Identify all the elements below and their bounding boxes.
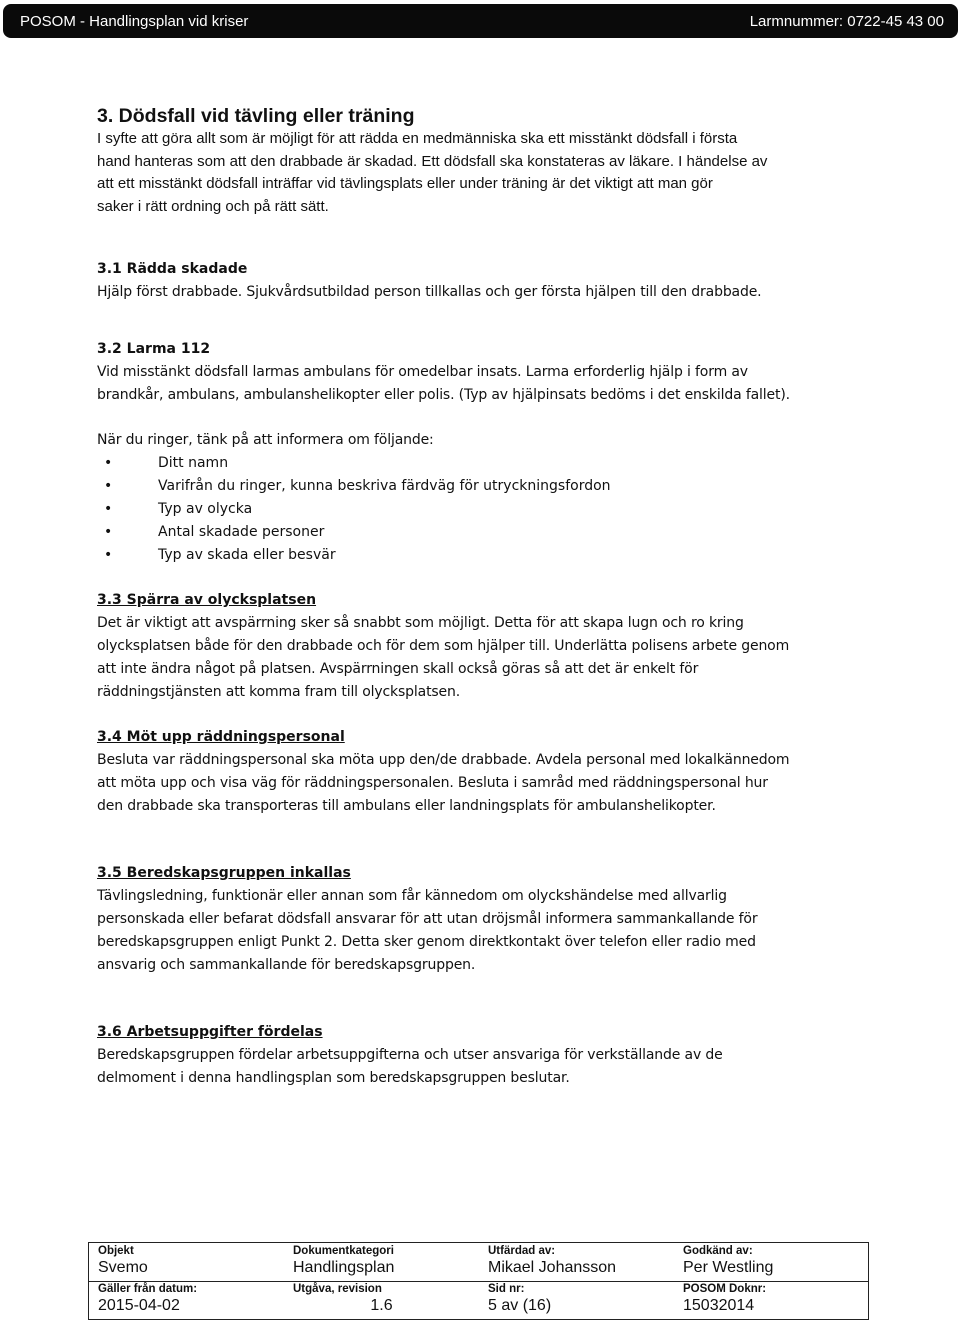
section-line: Besluta var räddningspersonal ska möta upp den/de drabbade. Avdela personal med lokalkännedom (97, 752, 790, 768)
godkand-value: Per Westling (683, 1259, 774, 1276)
call-intro: När du ringer, tänk på att informera om följande: (97, 432, 434, 448)
section-line: Beredskapsgruppen fördelar arbetsuppgifterna och utser ansvariga för verkställande av de (97, 1047, 723, 1063)
intro-line: I syfte att göra allt som är möjligt för att rädda en medmänniska ska ett misstänkt dödsfall i första (97, 130, 738, 147)
section-heading: 3.1 Rädda skadade (97, 261, 248, 277)
section-3-4 (97, 726, 887, 818)
utgava-label: Utgåva, revision (293, 1283, 382, 1295)
doknr-label: POSOM Doknr: (683, 1283, 767, 1295)
doknr-cell (674, 1281, 868, 1319)
intro-line: hand hanteras som att den drabbade är skadad. Ett dödsfall ska konstateras av läkare. I händelse av (97, 152, 768, 170)
godkand-label: Godkänd av: (683, 1245, 753, 1257)
section-3-6 (97, 1021, 887, 1090)
section-line: beredskapsgruppen enligt Punkt 2. Detta sker genom direktkontakt över telefon eller radio med (97, 934, 756, 950)
header-bar (3, 4, 958, 38)
header-phone-number: Larmnummer: 0722-45 43 00 (749, 13, 944, 30)
section-heading: 3.4 Möt upp räddningspersonal (97, 729, 345, 745)
bullet-icon: • (104, 501, 113, 517)
objekt-label: Objekt (98, 1245, 134, 1257)
list-item: • Ditt namn (97, 452, 887, 475)
section-heading: 3.6 Arbetsuppgifter fördelas (97, 1024, 323, 1040)
bullet-icon: • (104, 478, 113, 494)
utgava-cell (284, 1281, 479, 1319)
section-line: Det är viktigt att avspärrning sker så snabbt som möjligt. Detta för att skapa lugn och ro kring (97, 615, 744, 631)
section-line: delmoment i denna handlingsplan som beredskapsgruppen beslutar. (97, 1070, 570, 1086)
intro-line: att ett misstänkt dödsfall inträffar vid tävlingsplats eller under träning är det viktigt att man gör (97, 175, 713, 192)
section-3-2 (97, 338, 887, 567)
section-line: Tävlingsledning, funktionär eller annan som får kännedom om olyckshändelse med allvarlig (97, 888, 727, 904)
section-heading: 3.2 Larma 112 (97, 341, 211, 357)
section-line: att möta upp och visa väg för räddningspersonalen. Besluta i samråd med räddningspersonal hur (97, 775, 768, 791)
section-heading: 3.3 Spärra av olycksplatsen (97, 592, 317, 608)
document-content (97, 104, 887, 1090)
section-3-5 (97, 862, 887, 977)
galler-cell (89, 1281, 284, 1319)
section-3-3 (97, 589, 887, 704)
header-title: POSOM - Handlingsplan vid kriser (20, 13, 249, 30)
utfardad-label: Utfärdad av: (488, 1245, 556, 1257)
document-info-table (88, 1242, 869, 1320)
bullet-icon: • (104, 455, 113, 471)
section-line: Vid misstänkt dödsfall larmas ambulans för omedelbar insats. Larma erforderlig hjälp i form av (97, 364, 748, 380)
sid-value: 5 av (16) (488, 1297, 552, 1314)
sid-cell (479, 1281, 674, 1319)
section-line: räddningstjänsten att komma fram till olycksplatsen. (97, 684, 461, 700)
galler-value: 2015-04-02 (98, 1297, 180, 1314)
section-line: brandkår, ambulans, ambulanshelikopter eller polis. (Typ av hjälpinsats bedöms i det enskilda fallet). (97, 387, 790, 403)
galler-label: Gäller från datum: (98, 1283, 198, 1295)
doknr-value: 15032014 (683, 1297, 755, 1314)
godkand-cell (674, 1243, 868, 1281)
dokumentkategori-cell (284, 1243, 479, 1281)
list-item: • Antal skadade personer (97, 521, 887, 544)
sid-label: Sid nr: (488, 1283, 525, 1295)
call-info-list (97, 452, 887, 567)
section-3-1 (97, 258, 887, 304)
intro-line: saker i rätt ordning och på rätt sätt. (97, 197, 329, 215)
utgava-value: 1.6 (370, 1297, 393, 1314)
objekt-cell (89, 1243, 284, 1281)
bullet-icon: • (104, 547, 113, 563)
dokumentkategori-label: Dokumentkategori (293, 1245, 394, 1257)
bullet-icon: • (104, 524, 113, 540)
section-line: att inte ändra något på platsen. Avspärrningen skall också göras så att det är enkelt för (97, 661, 699, 677)
list-item: • Typ av skada eller besvär (97, 544, 887, 567)
utfardad-cell (479, 1243, 674, 1281)
section-line: personskada eller befarat dödsfall ansvarar för att utan dröjsmål informera sammankallande för (97, 911, 758, 927)
list-item: • Typ av olycka (97, 498, 887, 521)
objekt-value: Svemo (98, 1259, 148, 1276)
section-line: den drabbade ska transporteras till ambulans eller landningsplats för ambulanshelikopter. (97, 798, 716, 814)
section-line: ansvarig och sammankallande för beredskapsgruppen. (97, 957, 476, 973)
section-line: olycksplatsen både för den drabbade och för dem som hjälper till. Underlätta polisens arbete genom (97, 638, 790, 654)
dokumentkategori-value: Handlingsplan (293, 1259, 395, 1276)
section-line: Hjälp först drabbade. Sjukvårdsutbildad person tillkallas och ger första hjälpen till den drabbade. (97, 284, 762, 300)
intro-paragraph (97, 128, 887, 218)
utfardad-value: Mikael Johansson (488, 1259, 617, 1276)
section-heading: 3.5 Beredskapsgruppen inkallas (97, 865, 351, 881)
page-title: 3. Dödsfall vid tävling eller träning (97, 105, 415, 127)
list-item: • Varifrån du ringer, kunna beskriva färdväg för utryckningsfordon (97, 475, 887, 498)
